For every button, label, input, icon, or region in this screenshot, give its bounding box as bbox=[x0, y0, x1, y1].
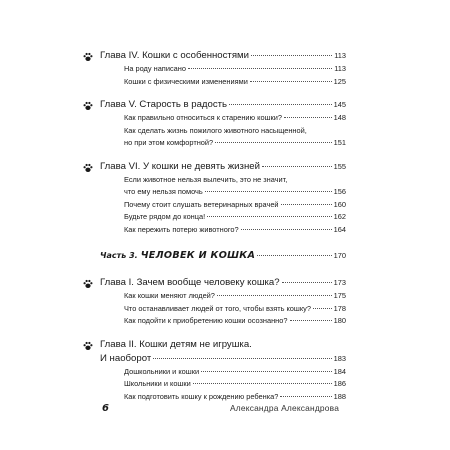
page-number: 178 bbox=[333, 303, 346, 313]
entry-title: Как кошки меняют людей? bbox=[124, 291, 215, 300]
toc-entry-line[interactable] bbox=[100, 125, 346, 138]
part-heading bbox=[100, 250, 255, 261]
toc-entry[interactable] bbox=[100, 366, 346, 379]
entry-title-line2: что ему нельзя помочь bbox=[124, 187, 203, 196]
page-number: 145 bbox=[333, 100, 346, 109]
page-number: 160 bbox=[333, 199, 346, 209]
dot-leader bbox=[257, 255, 331, 256]
dot-leader bbox=[205, 191, 332, 192]
chapter-title-line2: И наоборот bbox=[100, 352, 152, 364]
toc-entry-line[interactable] bbox=[100, 174, 346, 187]
page-number: 164 bbox=[333, 224, 346, 234]
page-number: 186 bbox=[333, 379, 346, 388]
page-number: 170 bbox=[333, 251, 346, 260]
page-folio: 6 bbox=[102, 403, 109, 414]
toc-entry[interactable] bbox=[100, 391, 346, 404]
dot-leader bbox=[193, 383, 332, 384]
entry-title: Как подойти к приобретению кошки осознанно? bbox=[124, 316, 288, 325]
dot-leader bbox=[251, 55, 332, 56]
toc-entry[interactable] bbox=[100, 199, 346, 212]
page-number: 156 bbox=[333, 187, 346, 196]
toc-entry[interactable] bbox=[100, 224, 346, 237]
entry-title: Как правильно относиться к старению кошки? bbox=[124, 113, 282, 122]
part-title: ЧЕЛОВЕК И КОШКА bbox=[140, 250, 256, 261]
toc-chapter[interactable] bbox=[100, 49, 346, 63]
part-prefix: Часть 3. bbox=[100, 251, 138, 260]
toc-part[interactable] bbox=[100, 250, 346, 266]
table-of-contents bbox=[100, 49, 346, 403]
running-footer-author: Александра Александрова bbox=[230, 403, 340, 413]
entry-title: Как пережить потерю животного? bbox=[124, 224, 239, 234]
dot-leader bbox=[313, 308, 332, 309]
toc-chapter-cont[interactable] bbox=[100, 352, 346, 366]
paw-print-icon bbox=[83, 341, 93, 351]
page-number: 183 bbox=[333, 353, 346, 363]
paw-print-icon bbox=[83, 279, 93, 289]
dot-leader bbox=[281, 204, 332, 205]
entry-title: Школьники и кошки bbox=[124, 379, 191, 388]
chapter-title: Глава I. Зачем вообще человеку кошка? bbox=[100, 277, 280, 288]
entry-title: Как подготовить кошку к рождению ребенка? bbox=[124, 391, 279, 401]
dot-leader bbox=[290, 320, 332, 321]
toc-entry[interactable] bbox=[100, 112, 346, 125]
entry-title-line2: но при этом комфортной? bbox=[124, 138, 214, 147]
dot-leader bbox=[229, 104, 332, 105]
entry-title: На роду написано bbox=[124, 64, 186, 73]
dot-leader bbox=[262, 166, 332, 167]
page-number: 148 bbox=[333, 113, 346, 122]
toc-entry[interactable] bbox=[100, 211, 346, 224]
dot-leader bbox=[217, 295, 332, 296]
page-number: 113 bbox=[334, 51, 346, 60]
paw-print-icon bbox=[83, 101, 93, 111]
toc-entry[interactable] bbox=[100, 63, 346, 76]
paw-print-icon bbox=[83, 163, 93, 173]
dot-leader bbox=[284, 117, 332, 118]
toc-chapter[interactable] bbox=[100, 276, 346, 290]
dot-leader bbox=[207, 216, 332, 217]
page-number: 155 bbox=[333, 161, 346, 171]
paw-print-icon bbox=[83, 52, 93, 62]
toc-entry[interactable] bbox=[100, 76, 346, 89]
dot-leader bbox=[250, 81, 332, 82]
entry-title-line1: Если животное нельзя вылечить, это не значит, bbox=[124, 174, 288, 184]
entry-title: Что останавливает людей от того, чтобы взять кошку? bbox=[124, 303, 311, 313]
chapter-title: Глава V. Старость в радость bbox=[100, 99, 228, 110]
toc-entry[interactable] bbox=[100, 290, 346, 303]
toc-entry[interactable] bbox=[100, 303, 346, 316]
toc-chapter[interactable] bbox=[100, 98, 346, 112]
dot-leader bbox=[188, 68, 332, 69]
page-number: 173 bbox=[333, 278, 346, 287]
page-number: 125 bbox=[333, 76, 346, 86]
toc-entry[interactable] bbox=[100, 378, 346, 391]
page-number: 151 bbox=[333, 138, 346, 147]
toc-entry[interactable] bbox=[100, 137, 346, 150]
dot-leader bbox=[280, 396, 331, 397]
dot-leader bbox=[215, 142, 331, 143]
page-number: 188 bbox=[333, 391, 346, 401]
entry-title: Дошкольники и кошки bbox=[124, 366, 200, 376]
dot-leader bbox=[282, 282, 332, 283]
page-number: 162 bbox=[333, 212, 346, 221]
chapter-title: Глава IV. Кошки с особенностями bbox=[100, 50, 249, 61]
entry-title: Почему стоит слушать ветеринарных врачей bbox=[124, 199, 279, 209]
dot-leader bbox=[153, 358, 331, 359]
toc-chapter[interactable] bbox=[100, 338, 346, 352]
page-number: 175 bbox=[333, 291, 346, 300]
entry-title-line1: Как сделать жизнь пожилого животного насыщенной, bbox=[124, 125, 307, 135]
chapter-title-line1: Глава II. Кошки детям не игрушка. bbox=[100, 338, 252, 350]
chapter-title: Глава VI. У кошки не девять жизней bbox=[100, 160, 260, 172]
page-number: 184 bbox=[333, 366, 346, 376]
toc-chapter[interactable] bbox=[100, 160, 346, 174]
entry-title: Будьте рядом до конца! bbox=[124, 212, 206, 221]
page-number: 113 bbox=[334, 64, 346, 73]
toc-entry[interactable] bbox=[100, 186, 346, 199]
page-number: 180 bbox=[333, 316, 346, 325]
entry-title: Кошки с физическими изменениями bbox=[124, 76, 248, 86]
dot-leader bbox=[241, 229, 332, 230]
toc-entry[interactable] bbox=[100, 315, 346, 328]
dot-leader bbox=[201, 371, 332, 372]
